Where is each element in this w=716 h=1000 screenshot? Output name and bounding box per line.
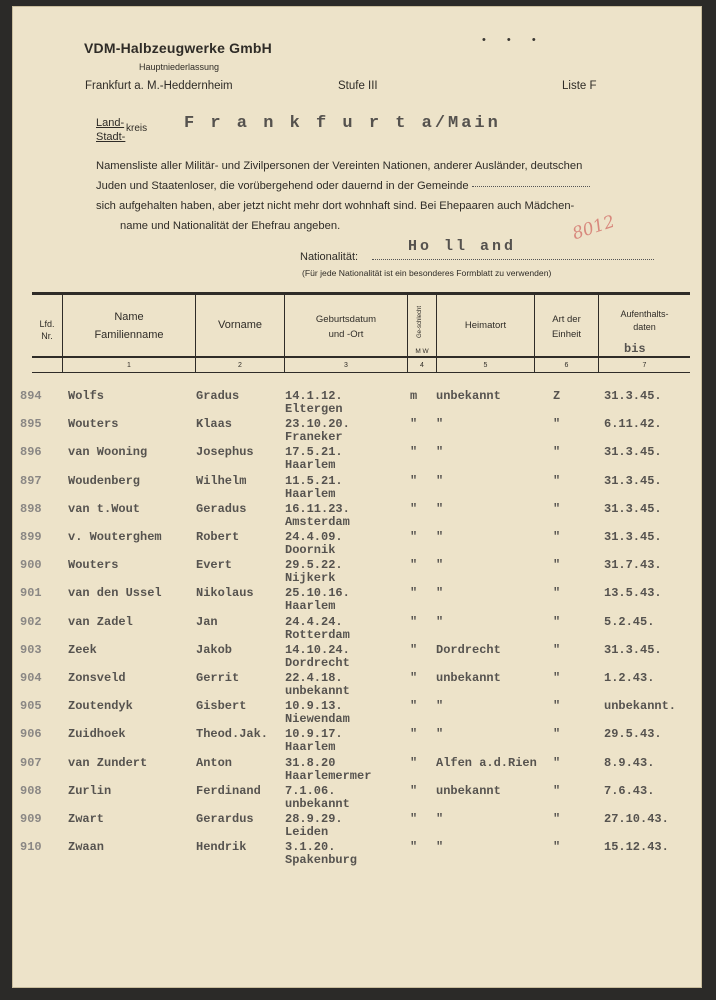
family-name: van t.Wout xyxy=(68,501,141,516)
col-header-geburt-1: Geburtsdatum xyxy=(315,314,377,325)
unit-type: " xyxy=(553,840,561,855)
col-header-name-1: Name xyxy=(114,311,144,323)
col-header-mw: M W xyxy=(415,348,429,355)
instructions-line-4: name und Nationalität der Ehefrau angeben. xyxy=(120,220,341,232)
gender-mark: " xyxy=(410,586,418,601)
first-name: Jakob xyxy=(196,642,233,657)
unit-type: " xyxy=(553,530,561,544)
home-town: " xyxy=(436,558,444,573)
birth-date: 29.5.22. xyxy=(285,558,343,573)
ink-specks: • • • xyxy=(482,34,545,46)
col-header-geburt xyxy=(285,312,407,342)
col-header-geburt-2: und -Ort xyxy=(328,329,364,340)
gender-mark: " xyxy=(410,840,418,855)
land-stadt-label xyxy=(96,116,125,144)
gender-mark: " xyxy=(410,671,418,685)
home-town: " xyxy=(436,417,444,432)
col-number: 6 xyxy=(564,362,569,369)
gender-mark: " xyxy=(410,642,418,657)
row-number: 895 xyxy=(20,417,42,432)
family-name: Zurlin xyxy=(68,783,112,798)
stay-until: 15.12.43. xyxy=(604,840,669,855)
first-name: Jan xyxy=(196,614,218,629)
birth-place: Leiden xyxy=(285,825,329,839)
birth-place: Haarlemermer xyxy=(285,768,372,783)
birth-place: Franeker xyxy=(285,430,343,445)
birth-date: 28.9.29. xyxy=(285,812,343,826)
family-name: Zoutendyk xyxy=(68,699,133,714)
birth-place: Haarlem xyxy=(285,486,336,501)
row-number: 904 xyxy=(20,671,42,685)
gender-mark: " xyxy=(410,558,418,573)
birth-date: 7.1.06. xyxy=(285,783,336,798)
birth-date: 25.10.16. xyxy=(285,586,350,601)
col-header-nr-1: Lfd. xyxy=(39,319,55,329)
first-name: Anton xyxy=(196,755,233,770)
col-header-nr xyxy=(32,318,62,342)
birth-place: Rotterdam xyxy=(285,627,350,642)
unit-type: " xyxy=(553,783,561,798)
home-town: Dordrecht xyxy=(436,642,501,657)
birth-place: unbekannt xyxy=(285,684,350,698)
gender-mark: " xyxy=(410,530,418,544)
col-header-heimatort: Heimatort xyxy=(464,320,507,331)
home-town: " xyxy=(436,445,444,460)
birth-place: Amsterdam xyxy=(285,514,350,529)
family-name: Zuidhoek xyxy=(68,727,126,742)
row-number: 894 xyxy=(20,389,42,403)
table-row xyxy=(12,756,702,784)
company-name: VDM-Halbzeugwerke GmbH xyxy=(84,40,272,56)
first-name: Evert xyxy=(196,558,233,573)
row-number: 903 xyxy=(20,642,42,657)
col-header-name xyxy=(63,308,195,344)
birth-place: Doornik xyxy=(285,543,336,557)
table-row xyxy=(12,840,702,868)
gender-mark: " xyxy=(410,614,418,629)
table-row xyxy=(12,474,702,502)
col-header-geschlecht: Ge-schlecht xyxy=(417,306,423,339)
table-row xyxy=(12,615,702,643)
family-name: van den Ussel xyxy=(68,586,162,601)
gender-mark: " xyxy=(410,699,418,714)
unit-type: " xyxy=(553,417,561,432)
birth-place: Dordrecht xyxy=(285,655,350,670)
nationality-line xyxy=(372,258,654,260)
col-header-name-2: Familienname xyxy=(94,329,164,341)
unit-type: " xyxy=(553,558,561,573)
first-name: Geradus xyxy=(196,501,247,516)
city-label: Frankfurt a. M.-Heddernheim xyxy=(85,80,233,92)
first-name: Nikolaus xyxy=(196,586,254,601)
stadt-label: Stadt- xyxy=(96,131,126,143)
home-town: unbekannt xyxy=(436,389,501,403)
gender-mark: " xyxy=(410,445,418,460)
gender-mark: " xyxy=(410,417,418,432)
col-header-bis: bis xyxy=(624,342,646,356)
birth-place: Niewendam xyxy=(285,712,350,727)
first-name: Gerardus xyxy=(196,812,254,826)
col-header-art xyxy=(535,312,598,342)
col-number: 4 xyxy=(420,362,424,369)
row-number: 900 xyxy=(20,558,42,573)
first-name: Gerrit xyxy=(196,671,240,685)
table-header-rule xyxy=(32,356,690,358)
stay-until: 6.11.42. xyxy=(604,417,662,432)
table-row xyxy=(12,671,702,699)
stay-until: 31.3.45. xyxy=(604,473,662,488)
kreis-value: F r a n k f u r t a/Main xyxy=(184,114,501,133)
gender-mark: m xyxy=(410,389,418,403)
first-name: Wilhelm xyxy=(196,473,247,488)
unit-type: " xyxy=(553,445,561,460)
instructions-line-3: sich aufgehalten haben, aber jetzt nicht mehr dort wohnhaft sind. Bei Ehepaaren auch Mädchen- xyxy=(96,200,575,212)
first-name: Josephus xyxy=(196,445,254,460)
col-header-aufenthalt-2: daten xyxy=(633,322,656,332)
col-header-vorname: Vorname xyxy=(217,319,263,331)
gender-mark: " xyxy=(410,501,418,516)
nationality-note: (Für jede Nationalität ist ein besonderes Formblatt zu verwenden) xyxy=(302,268,552,278)
row-number: 906 xyxy=(20,727,42,742)
col-number: 2 xyxy=(238,362,242,369)
gender-mark: " xyxy=(410,727,418,742)
unit-type: " xyxy=(553,699,561,714)
birth-date: 14.1.12. xyxy=(285,389,343,403)
liste-label: Liste F xyxy=(562,80,597,92)
table-number-rule xyxy=(32,372,690,373)
row-number: 908 xyxy=(20,783,42,798)
table-row xyxy=(12,643,702,671)
home-town: " xyxy=(436,586,444,601)
unit-type: " xyxy=(553,586,561,601)
col-header-aufenthalt-1: Aufenthalts- xyxy=(620,309,669,319)
unit-type: " xyxy=(553,671,561,685)
family-name: Woudenberg xyxy=(68,473,141,488)
gender-mark: " xyxy=(410,812,418,826)
stufe-label: Stufe III xyxy=(338,80,378,92)
family-name: v. Wouterghem xyxy=(68,530,162,544)
birth-date: 24.4.24. xyxy=(285,614,343,629)
table-row xyxy=(12,530,702,558)
table-row xyxy=(12,699,702,727)
stay-until: 5.2.45. xyxy=(604,614,655,629)
row-number: 896 xyxy=(20,445,42,460)
instructions-line-2: Juden und Staatenloser, die vorübergehend oder dauernd in der Gemeinde xyxy=(96,180,469,192)
first-name: Hendrik xyxy=(196,840,247,855)
stay-until: 8.9.43. xyxy=(604,755,655,770)
family-name: Wouters xyxy=(68,558,119,573)
family-name: Wolfs xyxy=(68,389,105,403)
red-stamp: 8012 xyxy=(569,211,618,245)
table-row xyxy=(12,812,702,840)
stay-until: 27.10.43. xyxy=(604,812,669,826)
birth-place: Haarlem xyxy=(285,740,336,755)
stay-until: 31.3.45. xyxy=(604,642,662,657)
family-name: Zeek xyxy=(68,642,97,657)
birth-place: Nijkerk xyxy=(285,571,336,586)
home-town: " xyxy=(436,812,444,826)
birth-place: Eltergen xyxy=(285,402,343,416)
unit-type: " xyxy=(553,812,561,826)
gender-mark: " xyxy=(410,783,418,798)
birth-date: 22.4.18. xyxy=(285,671,343,685)
birth-date: 11.5.21. xyxy=(285,473,343,488)
land-label: Land- xyxy=(96,117,125,129)
home-town: unbekannt xyxy=(436,671,501,685)
stay-until: 7.6.43. xyxy=(604,783,655,798)
nationality-value: Ho ll and xyxy=(408,238,517,255)
table-row xyxy=(12,586,702,614)
row-number: 898 xyxy=(20,501,42,516)
table-top-rule xyxy=(32,292,690,295)
birth-place: unbekannt xyxy=(285,796,350,811)
branch-label: Hauptniederlassung xyxy=(139,62,220,72)
birth-date: 17.5.21. xyxy=(285,445,343,460)
row-number: 902 xyxy=(20,614,42,629)
stay-until: 13.5.43. xyxy=(604,586,662,601)
table-row xyxy=(12,445,702,473)
birth-date: 23.10.20. xyxy=(285,417,350,432)
col-number: 7 xyxy=(642,362,647,369)
blank-line xyxy=(472,185,590,187)
family-name: Zonsveld xyxy=(68,671,126,685)
birth-place: Haarlem xyxy=(285,458,336,473)
birth-date: 24.4.09. xyxy=(285,530,343,544)
table-row xyxy=(12,727,702,755)
birth-date: 14.10.24. xyxy=(285,642,350,657)
kreis-label: kreis xyxy=(126,123,148,134)
gender-mark: " xyxy=(410,473,418,488)
document-sheet xyxy=(12,6,702,988)
stay-until: 31.3.45. xyxy=(604,389,662,403)
first-name: Gisbert xyxy=(196,699,247,714)
family-name: van Zundert xyxy=(68,755,148,770)
col-header-aufenthalt xyxy=(599,308,690,334)
col-number: 1 xyxy=(127,362,131,369)
col-number: 5 xyxy=(483,362,488,369)
birth-place: Spakenburg xyxy=(285,853,358,868)
instructions-line-2-wrap xyxy=(96,176,696,196)
table-row xyxy=(12,558,702,586)
first-name: Theod.Jak. xyxy=(196,727,269,742)
first-name: Robert xyxy=(196,530,240,544)
stay-until: 31.3.45. xyxy=(604,530,662,544)
col-header-art-1: Art der xyxy=(552,314,581,325)
instructions-line-1: Namensliste aller Militär- und Zivilpersonen der Vereinten Nationen, anderer Ausländer, deutschen xyxy=(96,160,583,172)
first-name: Klaas xyxy=(196,417,233,432)
table-row xyxy=(12,389,702,417)
col-number: 3 xyxy=(344,362,348,369)
unit-type: " xyxy=(553,755,561,770)
row-number: 899 xyxy=(20,530,42,544)
home-town: " xyxy=(436,473,444,488)
col-header-nr-2: Nr. xyxy=(41,331,53,341)
row-number: 901 xyxy=(20,586,42,601)
birth-date: 31.8.20 xyxy=(285,755,336,770)
table-row xyxy=(12,417,702,445)
home-town: Alfen a.d.Rien xyxy=(436,755,537,770)
birth-date: 16.11.23. xyxy=(285,501,350,516)
family-name: Wouters xyxy=(68,417,119,432)
home-town: " xyxy=(436,840,444,855)
row-number: 897 xyxy=(20,473,42,488)
family-name: Zwart xyxy=(68,812,105,826)
stay-until: 31.7.43. xyxy=(604,558,662,573)
row-number: 905 xyxy=(20,699,42,714)
birth-date: 3.1.20. xyxy=(285,840,336,855)
stay-until: 31.3.45. xyxy=(604,445,662,460)
home-town: " xyxy=(436,727,444,742)
row-number: 907 xyxy=(20,755,42,770)
unit-type: " xyxy=(553,642,561,657)
home-town: " xyxy=(436,699,444,714)
unit-type: " xyxy=(553,501,561,516)
stay-until: 29.5.43. xyxy=(604,727,662,742)
home-town: " xyxy=(436,530,444,544)
nationality-label: Nationalität: xyxy=(300,251,359,263)
stay-until: unbekannt. xyxy=(604,699,677,714)
row-number: 909 xyxy=(20,812,42,826)
home-town: " xyxy=(436,501,444,516)
unit-type: " xyxy=(553,727,561,742)
birth-place: Haarlem xyxy=(285,599,336,614)
gender-mark: " xyxy=(410,755,418,770)
family-name: van Zadel xyxy=(68,614,133,629)
home-town: unbekannt xyxy=(436,783,501,798)
table-row xyxy=(12,784,702,812)
row-number: 910 xyxy=(20,840,42,855)
home-town: " xyxy=(436,614,444,629)
table-row xyxy=(12,502,702,530)
stay-until: 31.3.45. xyxy=(604,501,662,516)
birth-date: 10.9.13. xyxy=(285,699,343,714)
unit-type: " xyxy=(553,614,561,629)
unit-type: " xyxy=(553,473,561,488)
first-name: Ferdinand xyxy=(196,783,261,798)
col-header-art-2: Einheit xyxy=(551,329,582,340)
first-name: Gradus xyxy=(196,389,240,403)
birth-date: 10.9.17. xyxy=(285,727,343,742)
family-name: van Wooning xyxy=(68,445,148,460)
family-name: Zwaan xyxy=(68,840,105,855)
unit-type: Z xyxy=(553,389,561,403)
stay-until: 1.2.43. xyxy=(604,671,655,685)
